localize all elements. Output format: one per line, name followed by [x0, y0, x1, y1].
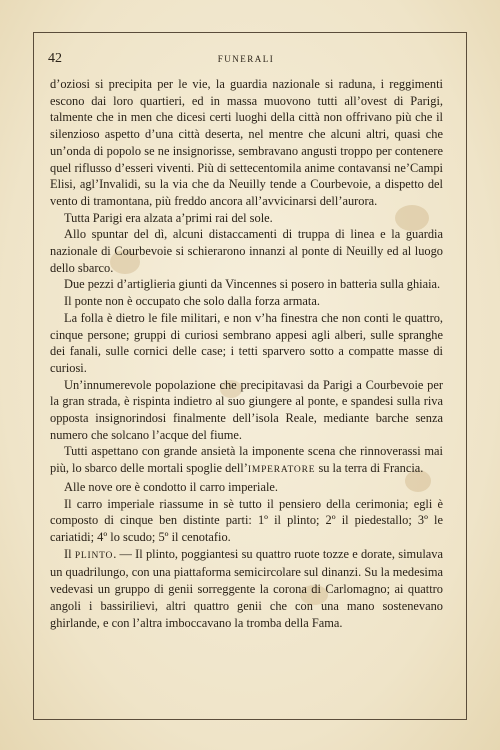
running-title: FUNERALI [217, 54, 275, 64]
paragraph [50, 546, 443, 632]
paragraph: Due pezzi d’artiglieria giunti da Vincennes si posero in batteria sulla ghiaia. [64, 277, 441, 292]
paragraph-text: su la terra di Francia. [315, 461, 424, 476]
page-number: 42 [48, 51, 62, 66]
paragraph: Allo spuntar del dì, alcuni distaccamenti di truppa di linea e la guardia nazionale di Courbevoie si schierarono innanzi al ponte di Neuilly ed al luogo dello sbarco. [50, 227, 443, 275]
paragraph: Il carro imperiale riassume in sè tutto il pensiero della cerimonia; egli è composto di cinque ben distinte parti: 1º il plinto; 2º il piedestallo; 3º le cariatidi; 4º lo scudo; 5º il cenotafio. [50, 496, 443, 544]
paragraph: Il ponte non è occupato che solo dalla forza armata. [64, 294, 320, 309]
paragraph: La folla è dietro le file militari, e non v’ha finestra che non conti le quattro, cinque persone; gruppi di curiosi sembrano appesi agli alberi, sulle spranghe dei fanali, sulle cornici delle case; i tetti sparvero sotto a compatte masse di curiosi. [50, 310, 443, 375]
plinth-smallcaps: PLINTO [74, 550, 114, 561]
emperor-smallcaps: IMPERATORE [247, 465, 316, 476]
body-text [50, 76, 443, 631]
paragraph: d’oziosi si precipita per le vie, la guardia nazionale si raduna, i reggimenti escono dai loro quartieri, ed in massa muovono tutti all’ovest di Parigi, talmente che in men che dicesi certi luoghi della città non offrivano più che il silenzioso aspetto d’una città deserta, nel mentre che alcuni altri, quasi che un’onda di popolo se ne insignorisse, sembravano angusti troppo per contenere quel riflusso d’esseri viventi. Più di settecentomila anime contavansi ne’Campi Elisi, agl’Invalidi, su la via che da Neuilly tende a Courbevoie, a dispetto del vento di tramontana, più freddo ancora all’avvicinarsi dell’aurora. [50, 77, 443, 208]
paragraph [50, 443, 443, 478]
page-header [48, 51, 444, 67]
paragraph-text: Tutti aspettano con grande ansietà la imponente scena che rinnoverassi mai più, lo sbarco delle mortali spoglie dell’ [50, 444, 443, 476]
paragraph-text: Il [64, 546, 75, 561]
paragraph-text: . — Il plinto, poggiantesi su quattro ruote tozze e dorate, simulava un quadrilungo, con una piattaforma semicircolare sul dinanzi. Su la medesima vedevasi un gruppo di genii sorreggente la corona di Carlomagno; ai quattro angoli i bassirilievi, altri quattro genii che con una mano sostenevano ghirlande, e con l’altra imboccavano la tromba della Fama. [50, 546, 443, 630]
paragraph: Un’innumerevole popolazione che precipitavasi da Parigi a Courbevoie per la gran strada, è rispinta indietro al suo giungere al ponte, e spandesi sulla riva opposta insignorindosi finalmente dell’isola Reale, mediante barche senza numero che solcano l’acque del fiume. [50, 377, 443, 442]
paragraph: Tutta Parigi era alzata a’primi rai del sole. [64, 210, 273, 225]
paragraph: Alle nove ore è condotto il carro imperiale. [64, 479, 278, 494]
